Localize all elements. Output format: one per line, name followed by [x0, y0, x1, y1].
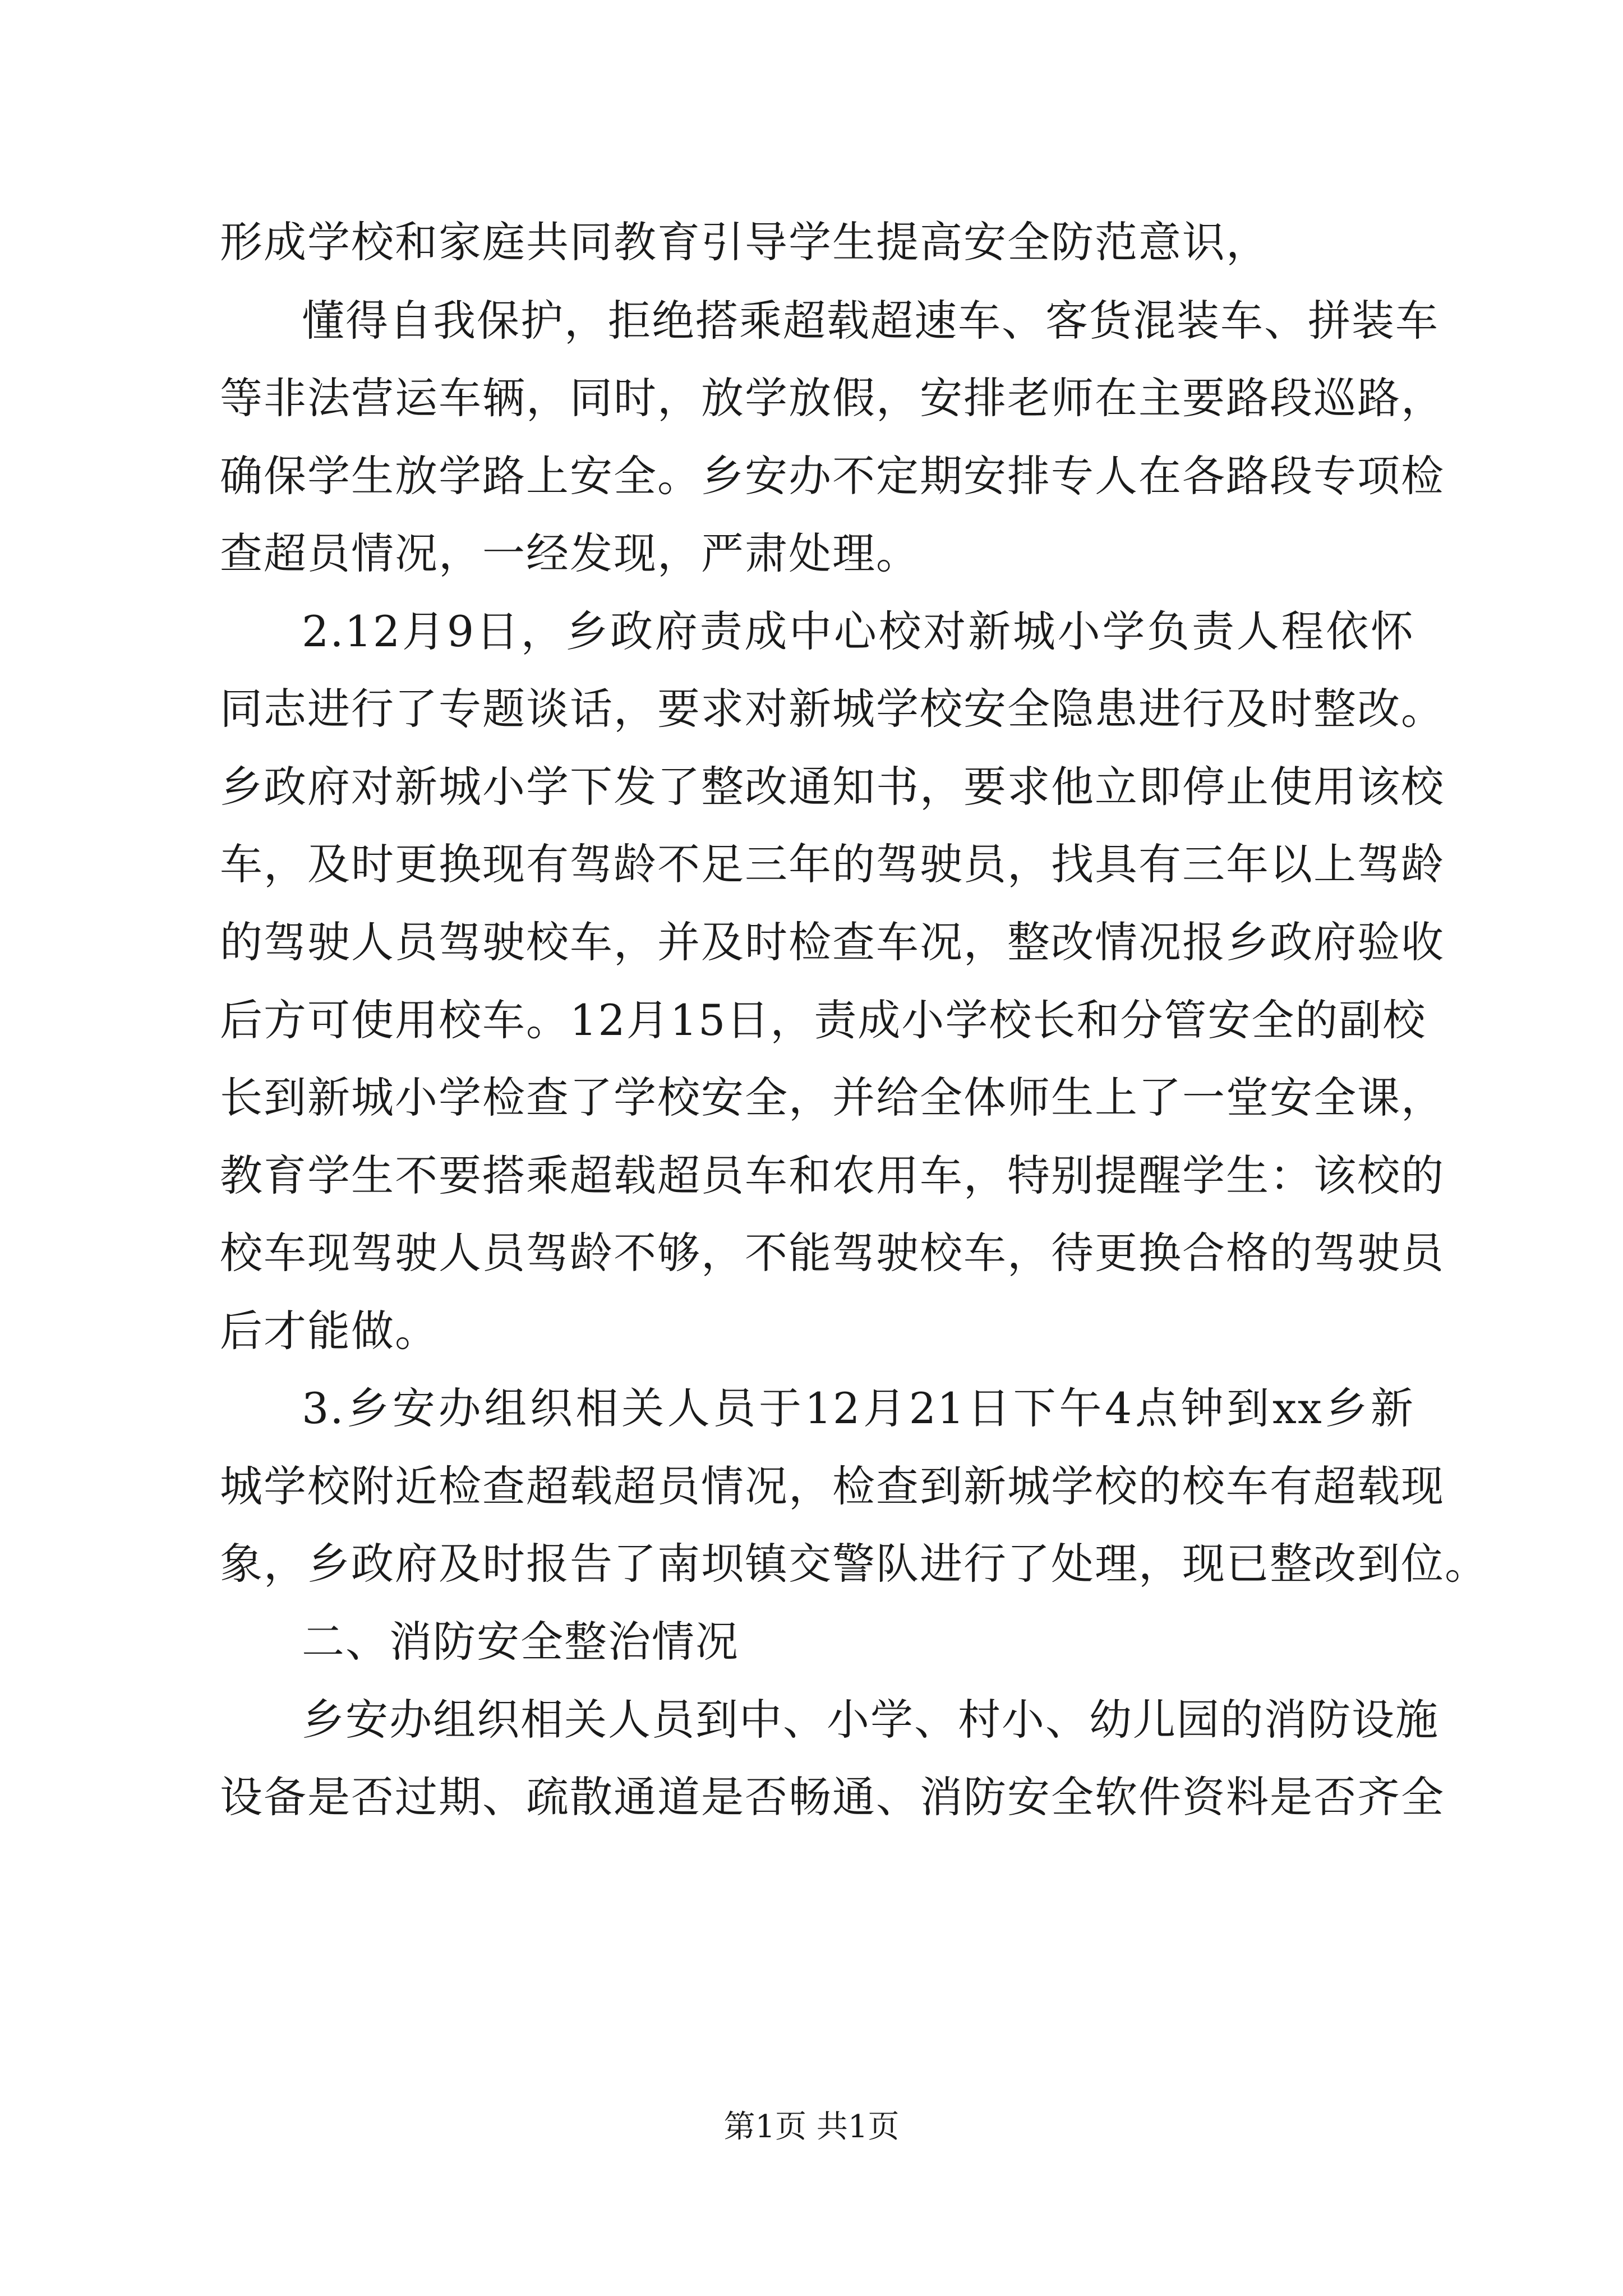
- text-line: 同志进行了专题谈话，要求对新城学校安全隐患进行及时整改。: [220, 684, 1445, 734]
- text-line: 乡安办组织相关人员到中、小学、村小、幼儿园的消防设施: [302, 1695, 1439, 1745]
- text-line: 3.乡安办组织相关人员于12月21日下午4点钟到xx乡新: [302, 1383, 1414, 1433]
- text-line: 懂得自我保护，拒绝搭乘超载超速车、客货混装车、拼装车: [302, 296, 1439, 346]
- text-line: 象，乡政府及时报告了南坝镇交警队进行了处理，现已整改到位。: [220, 1539, 1488, 1589]
- text-line: 后方可使用校车。12月15日，责成小学校长和分管安全的副校: [220, 995, 1427, 1045]
- text-line: 形成学校和家庭共同教育引导学生提高安全防范意识，: [220, 217, 1270, 267]
- text-line: 确保学生放学路上安全。乡安办不定期安排专人在各路段专项检: [220, 451, 1445, 501]
- page-number-footer: 第1页 共1页: [723, 2109, 900, 2145]
- text-line: 查超员情况，一经发现，严肃处理。: [220, 528, 920, 578]
- section-heading: 二、消防安全整治情况: [302, 1617, 739, 1667]
- text-line: 2.12月9日，乡政府责成中心校对新城小学负责人程依怀: [302, 606, 1414, 656]
- text-line: 车，及时更换现有驾龄不足三年的驾驶员，找具有三年以上驾龄: [220, 839, 1445, 889]
- text-line: 设备是否过期、疏散通道是否畅通、消防安全软件资料是否齐全: [220, 1772, 1445, 1822]
- text-line: 后才能做。: [220, 1306, 439, 1356]
- text-line: 乡政府对新城小学下发了整改通知书，要求他立即停止使用该校: [220, 762, 1445, 812]
- text-line: 的驾驶人员驾驶校车，并及时检查车况，整改情况报乡政府验收: [220, 917, 1445, 967]
- text-line: 长到新城小学检查了学校安全，并给全体师生上了一堂安全课，: [220, 1073, 1445, 1122]
- text-line: 教育学生不要搭乘超载超员车和农用车，特别提醒学生：该校的: [220, 1151, 1445, 1200]
- text-line: 校车现驾驶人员驾龄不够，不能驾驶校车，待更换合格的驾驶员: [220, 1228, 1445, 1278]
- text-line: 城学校附近检查超载超员情况，检查到新城学校的校车有超载现: [220, 1461, 1445, 1511]
- text-line: 等非法营运车辆，同时，放学放假，安排老师在主要路段巡路，: [220, 373, 1445, 423]
